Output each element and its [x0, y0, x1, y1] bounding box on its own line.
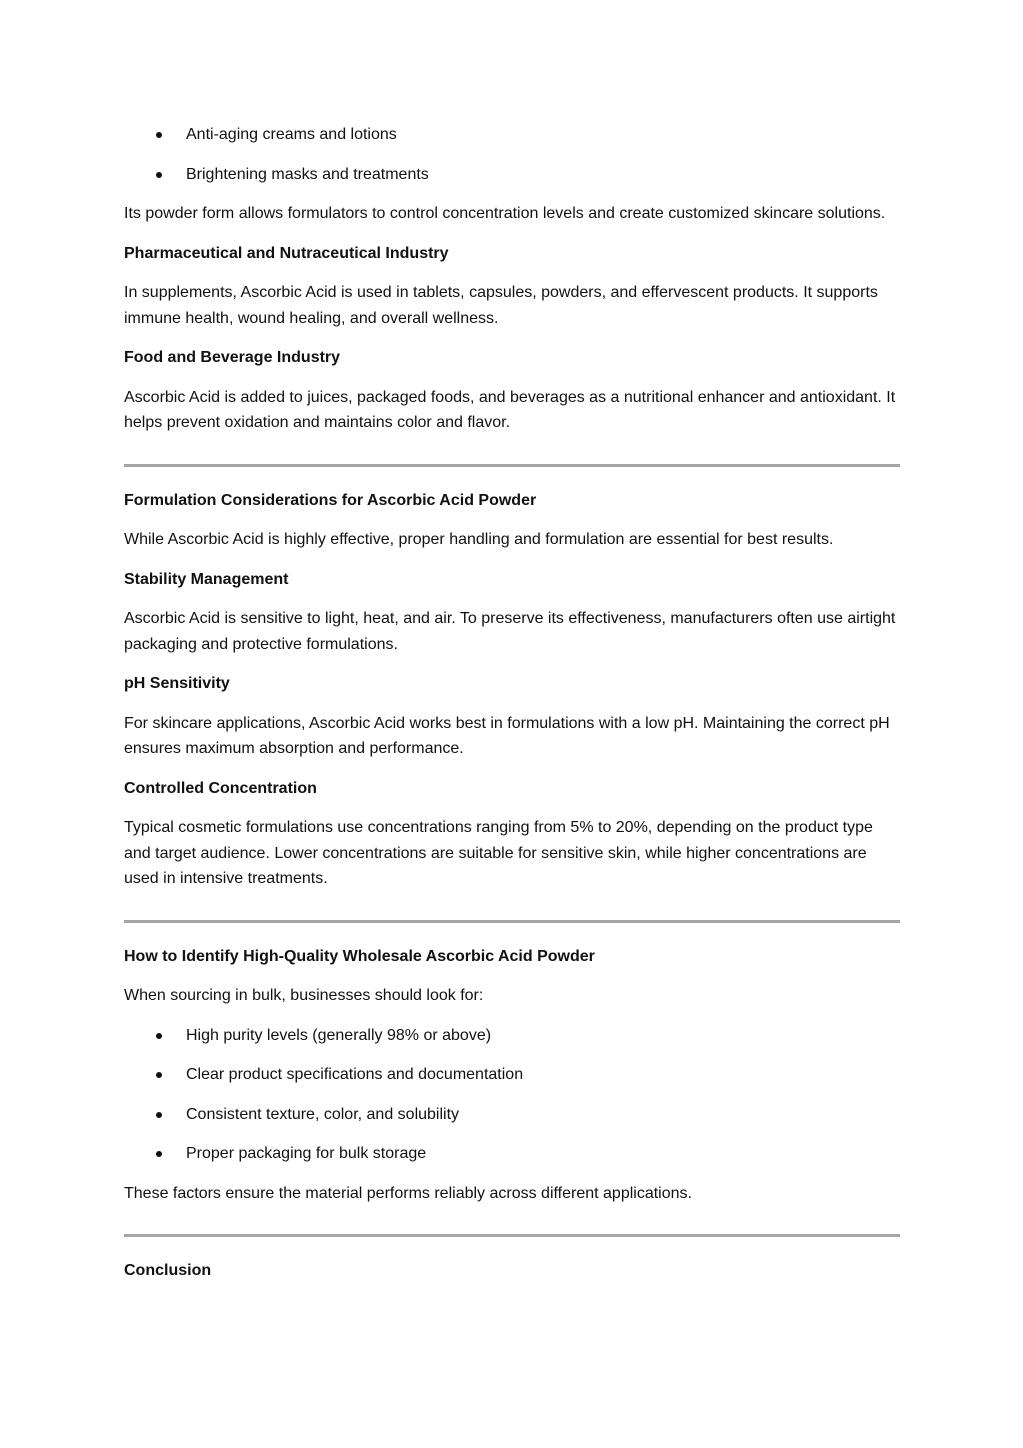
paragraph-powder-form: Its powder form allows formulators to control concentration levels and create customized skincare solutions. [124, 205, 886, 222]
bullet-dot-icon [156, 1033, 162, 1039]
bullet-list-skincare-products [124, 122, 900, 187]
paragraph-ph-sensitivity: For skincare applications, Ascorbic Acid works best in formulations with a low pH. Maintaining the correct pH ensures maximum absorption and performance. [124, 714, 890, 757]
list-item [124, 1141, 900, 1167]
list-item-text: Proper packaging for bulk storage [186, 1145, 427, 1162]
list-item-text: Consistent texture, color, and solubility [186, 1105, 460, 1123]
paragraph-stability: Ascorbic Acid is sensitive to light, heat, and air. To preserve its effectiveness, manufacturers often use airtight packaging and protective formulations. [124, 610, 896, 653]
paragraph-controlled-concentration: Typical cosmetic formulations use concentrations ranging from 5% to 20%, depending on the product type and target audience. Lower concentrations are suitable for sensitive skin, while higher concentrations are used in intensive treatments. [124, 819, 873, 887]
bullet-dot-icon [156, 132, 162, 138]
heading-formulation: Formulation Considerations for Ascorbic Acid Powder [124, 491, 537, 509]
paragraph-food-beverage: Ascorbic Acid is added to juices, packaged foods, and beverages as a nutritional enhancer and antioxidant. It helps prevent oxidation and maintains color and flavor. [124, 388, 896, 431]
paragraph-quality-intro: When sourcing in bulk, businesses should look for: [124, 987, 484, 1004]
list-item-text: Clear product specifications and documentation [186, 1066, 524, 1083]
bullet-list-quality-criteria [124, 1023, 900, 1167]
list-item-text: Brightening masks and treatments [186, 165, 429, 183]
list-item [124, 122, 900, 148]
heading-quality: How to Identify High-Quality Wholesale Ascorbic Acid Powder [124, 947, 595, 965]
bullet-dot-icon [156, 1072, 162, 1078]
heading-controlled-concentration: Controlled Concentration [124, 779, 317, 797]
list-item [124, 1023, 900, 1049]
heading-pharmaceutical: Pharmaceutical and Nutraceutical Industry [124, 244, 449, 262]
bullet-dot-icon [156, 1112, 162, 1118]
bullet-dot-icon [156, 1151, 162, 1157]
paragraph-formulation-intro: While Ascorbic Acid is highly effective, proper handling and formulation are essential for best results. [124, 531, 834, 548]
list-item [124, 1062, 900, 1088]
document-page [124, 122, 900, 1298]
list-item [124, 1102, 900, 1128]
heading-food-beverage: Food and Beverage Industry [124, 349, 341, 366]
section-divider [124, 464, 900, 467]
heading-ph-sensitivity: pH Sensitivity [124, 675, 230, 692]
heading-stability: Stability Management [124, 570, 289, 588]
section-divider [124, 920, 900, 923]
list-item-text: Anti-aging creams and lotions [186, 126, 397, 143]
paragraph-quality-outro: These factors ensure the material performs reliably across different applications. [124, 1184, 692, 1202]
bullet-dot-icon [156, 172, 162, 178]
paragraph-pharmaceutical: In supplements, Ascorbic Acid is used in tablets, capsules, powders, and effervescent products. It supports immune health, wound healing, and overall wellness. [124, 284, 878, 327]
list-item [124, 162, 900, 188]
heading-conclusion: Conclusion [124, 1262, 212, 1279]
list-item-text: High purity levels (generally 98% or above) [186, 1026, 492, 1044]
section-divider [124, 1234, 900, 1237]
